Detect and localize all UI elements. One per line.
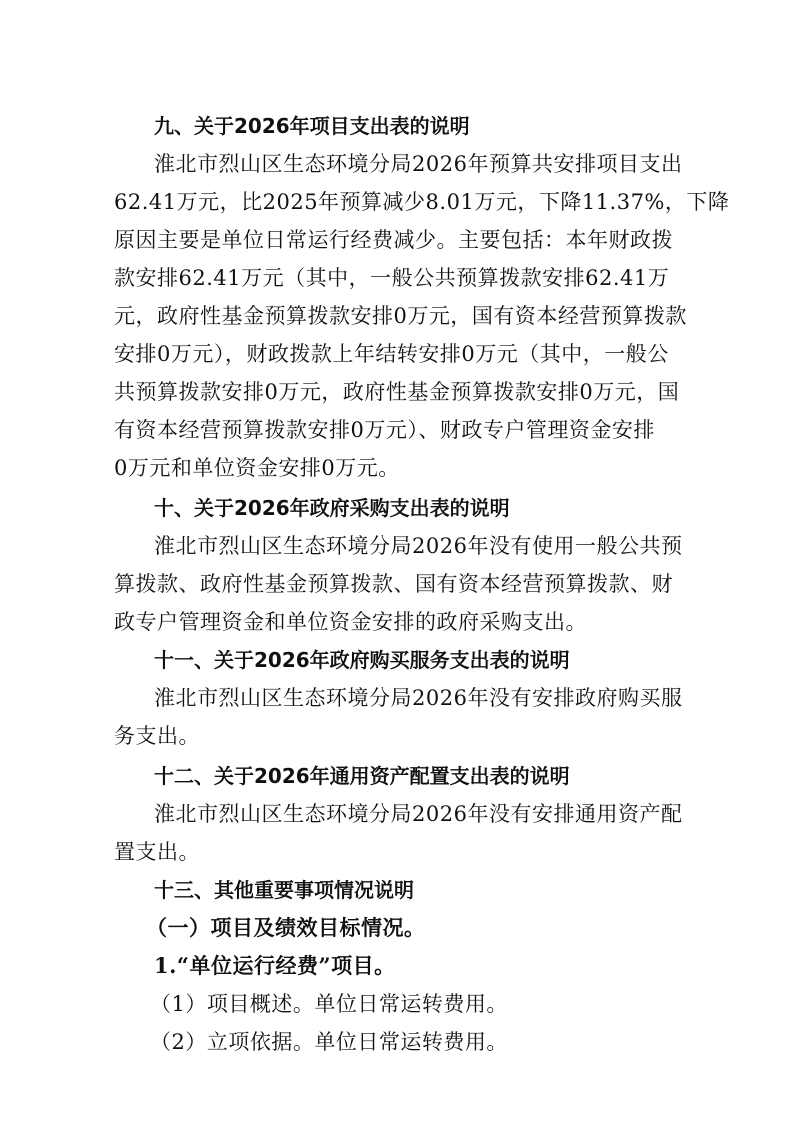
project-item-1: （1）项目概述。单位日常运转费用。 <box>150 992 508 1016</box>
section-10-line-3: 政专户管理资金和单位资金安排的政府采购支出。 <box>114 610 587 634</box>
section-10-line-1: 淮北市烈山区生态环境分局2026年没有使用一般公共预 <box>154 534 683 558</box>
project-title: 1.“单位运行经费”项目。 <box>154 953 396 978</box>
section-11-line-2: 务支出。 <box>114 724 200 748</box>
section-9-line-7: 共预算拨款安排0万元，政府性基金预算拨款安排0万元，国 <box>114 380 680 404</box>
section-13-subheading: （一）项目及绩效目标情况。 <box>146 915 426 940</box>
section-13-heading: 十三、其他重要事项情况说明 <box>154 878 414 902</box>
section-10-heading: 十、关于2026年政府采购支出表的说明 <box>154 496 510 520</box>
project-item-2: （2）立项依据。单位日常运转费用。 <box>150 1030 508 1054</box>
section-12-heading: 十二、关于2026年通用资产配置支出表的说明 <box>154 764 570 788</box>
section-9-line-2: 62.41万元，比2025年预算减少8.01万元，下降11.37%，下降 <box>114 190 730 214</box>
section-9-line-3: 原因主要是单位日常运行经费减少。主要包括：本年财政拨 <box>114 228 673 252</box>
section-9-line-5: 元，政府性基金预算拨款安排0万元，国有资本经营预算拨款 <box>114 304 687 328</box>
section-10-line-2: 算拨款、政府性基金预算拨款、国有资本经营预算拨款、财 <box>114 572 673 596</box>
section-11-line-1: 淮北市烈山区生态环境分局2026年没有安排政府购买服 <box>154 686 683 710</box>
section-9-line-1: 淮北市烈山区生态环境分局2026年预算共安排项目支出 <box>154 152 683 176</box>
section-9-line-9: 0万元和单位资金安排0万元。 <box>114 456 400 480</box>
section-9-line-4: 款安排62.41万元（其中，一般公共预算拨款安排62.41万 <box>114 266 670 290</box>
section-12-line-1: 淮北市烈山区生态环境分局2026年没有安排通用资产配 <box>154 802 683 826</box>
section-9-heading: 九、关于2026年项目支出表的说明 <box>154 114 470 138</box>
section-9-line-8: 有资本经营预算拨款安排0万元）、财政专户管理资金安排 <box>114 418 655 442</box>
section-12-line-2: 置支出。 <box>114 840 200 864</box>
section-11-heading: 十一、关于2026年政府购买服务支出表的说明 <box>154 648 570 672</box>
section-9-line-6: 安排0万元），财政拨款上年结转安排0万元（其中，一般公 <box>114 342 669 366</box>
